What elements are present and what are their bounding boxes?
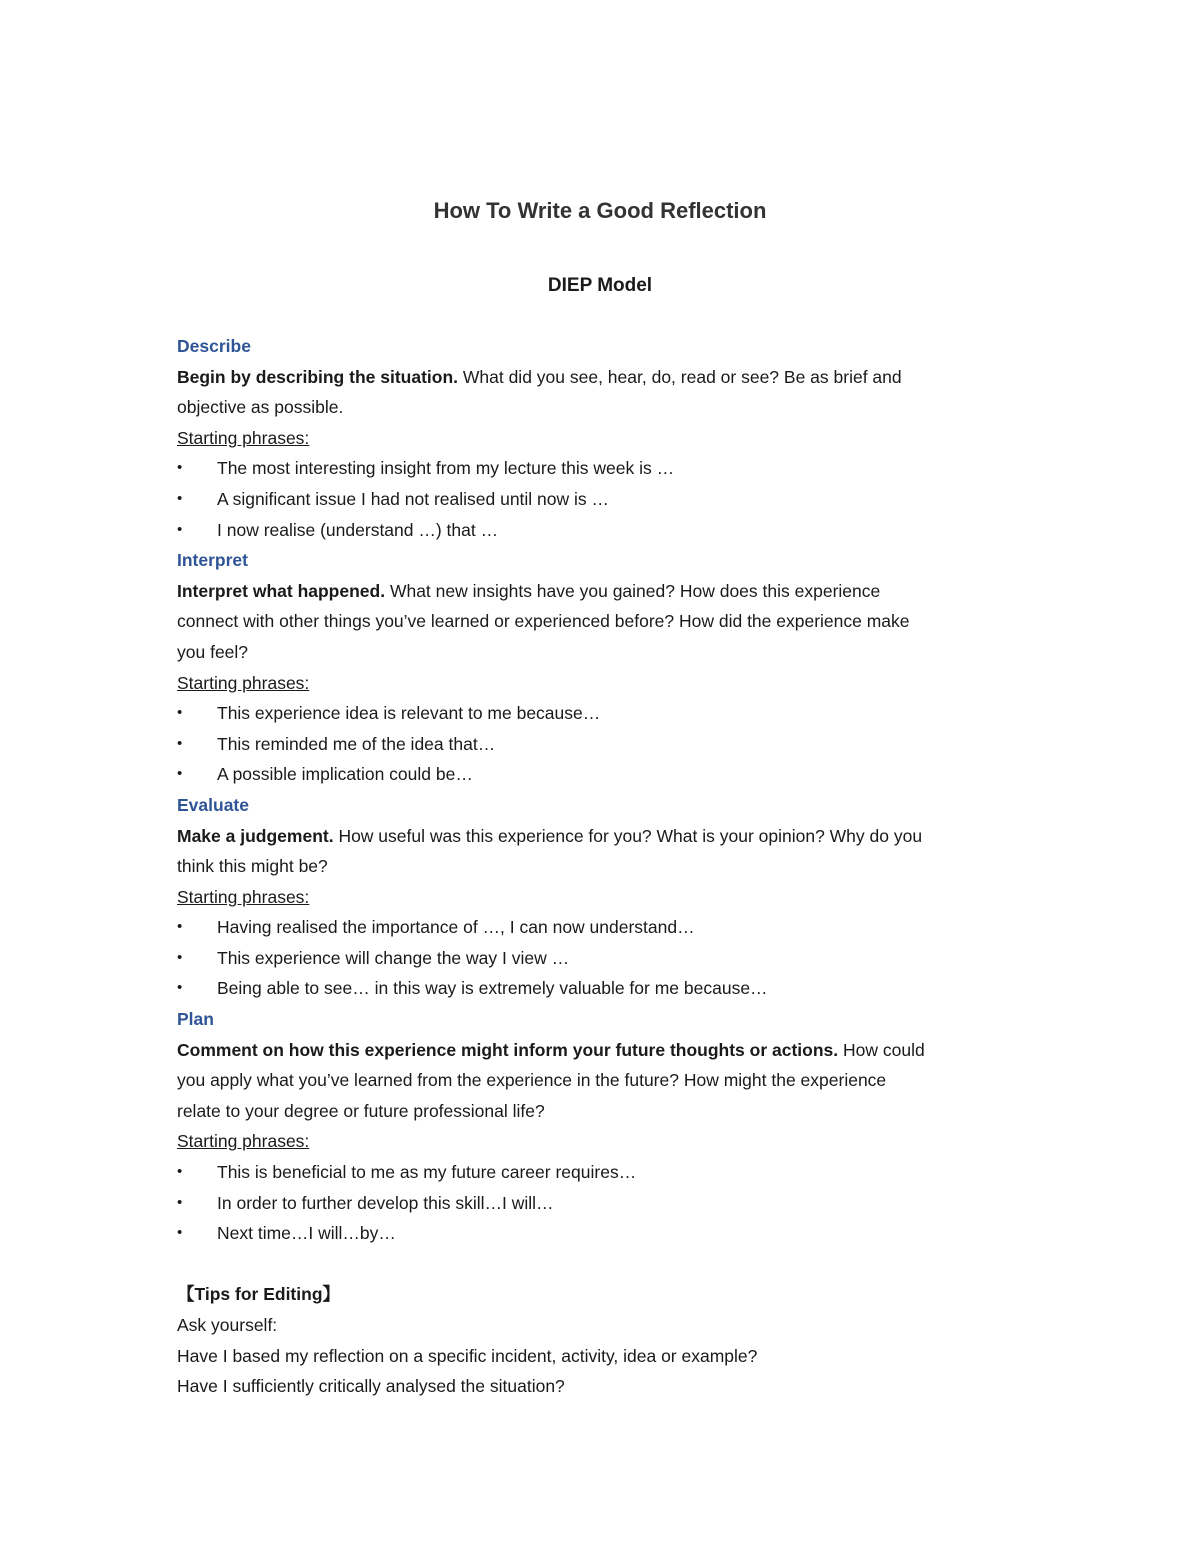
list-item — [177, 1157, 1027, 1188]
section-lead: Interpret what happened. — [177, 580, 386, 601]
list-item-text: Being able to see… in this way is extremely valuable for me because… — [217, 978, 768, 999]
bullet-icon: • — [177, 1193, 183, 1211]
bullet-icon: • — [177, 520, 183, 538]
list-item — [177, 515, 1027, 546]
section-text-line: you apply what you’ve learned from the experience in the future? How might the experience — [177, 1070, 887, 1091]
starting-phrases-label: Starting phrases: — [177, 1131, 310, 1152]
section-text: How useful was this experience for you? What is your opinion? Why do you — [333, 825, 923, 846]
section-lead: Comment on how this experience might inform your future thoughts or actions. — [177, 1039, 839, 1060]
section-text-line: objective as possible. — [177, 397, 344, 418]
section-text-line: relate to your degree or future professional life? — [177, 1100, 545, 1121]
section-interpret — [177, 545, 1027, 790]
tips-question: Have I sufficiently critically analysed the situation? — [177, 1376, 565, 1397]
section-heading: Interpret — [177, 550, 248, 571]
section-text-line: think this might be? — [177, 856, 328, 877]
section-heading: Evaluate — [177, 794, 249, 815]
section-describe — [177, 331, 1027, 545]
section-evaluate — [177, 790, 1027, 1004]
list-item-text: Next time…I will…by… — [217, 1223, 396, 1244]
starting-phrases-label: Starting phrases: — [177, 672, 310, 693]
list-item — [177, 973, 1027, 1004]
list-item-text: The most interesting insight from my lecture this week is … — [217, 458, 675, 479]
list-item — [177, 759, 1027, 790]
bullet-icon: • — [177, 1163, 183, 1181]
list-item-text: This experience will change the way I view … — [217, 947, 570, 968]
bullet-icon: • — [177, 918, 183, 936]
bullet-icon: • — [177, 765, 183, 783]
starting-phrases-label: Starting phrases: — [177, 427, 310, 448]
section-text-line — [177, 362, 1027, 393]
starting-phrases-label: Starting phrases: — [177, 886, 310, 907]
list-item-text: This reminded me of the idea that… — [217, 733, 496, 754]
tips-question: Have I based my reflection on a specific incident, activity, idea or example? — [177, 1345, 758, 1366]
bullet-icon: • — [177, 1224, 183, 1242]
section-heading: Plan — [177, 1009, 214, 1030]
document-body — [177, 331, 1027, 1402]
list-item-text: In order to further develop this skill…I will… — [217, 1192, 554, 1213]
section-text-line — [177, 1035, 1027, 1066]
list-item — [177, 453, 1027, 484]
section-text-line — [177, 576, 1027, 607]
section-text-line — [177, 821, 1027, 852]
tips-intro: Ask yourself: — [177, 1315, 278, 1335]
list-item-text: This experience idea is relevant to me because… — [217, 703, 601, 724]
bullet-icon: • — [177, 489, 183, 507]
list-item — [177, 484, 1027, 515]
bullet-icon: • — [177, 459, 183, 477]
bullet-icon: • — [177, 948, 183, 966]
list-item — [177, 698, 1027, 729]
bullet-icon: • — [177, 979, 183, 997]
list-item — [177, 1218, 1027, 1249]
list-item — [177, 1188, 1027, 1219]
paragraph-spacer — [177, 1249, 1027, 1280]
document-subtitle: DIEP Model — [547, 275, 653, 296]
document-title: How To Write a Good Reflection — [433, 198, 767, 223]
list-item — [177, 943, 1027, 974]
section-lead: Make a judgement. — [177, 825, 334, 846]
list-item — [177, 912, 1027, 943]
section-text-line: connect with other things you’ve learned or experienced before? How did the experience make — [177, 611, 910, 632]
bullet-icon: • — [177, 734, 183, 752]
list-item-text: Having realised the importance of …, I can now understand… — [217, 917, 695, 938]
bullet-icon: • — [177, 704, 183, 722]
section-plan — [177, 1004, 1027, 1249]
list-item — [177, 729, 1027, 760]
section-heading: Describe — [177, 336, 251, 356]
list-item-text: A possible implication could be… — [217, 764, 473, 785]
section-lead: Begin by describing the situation. — [177, 366, 458, 387]
section-text: How could — [838, 1039, 925, 1060]
list-item-text: I now realise (understand …) that … — [217, 519, 499, 540]
tips-heading: 【Tips for Editing】 — [177, 1284, 341, 1305]
section-text: What new insights have you gained? How does this experience — [385, 580, 881, 601]
section-text: What did you see, hear, do, read or see? Be as brief and — [458, 366, 902, 387]
list-item-text: A significant issue I had not realised until now is … — [217, 488, 610, 509]
tips-section — [177, 1279, 1027, 1401]
section-text-line: you feel? — [177, 641, 249, 662]
list-item-text: This is beneficial to me as my future career requires… — [217, 1162, 637, 1183]
